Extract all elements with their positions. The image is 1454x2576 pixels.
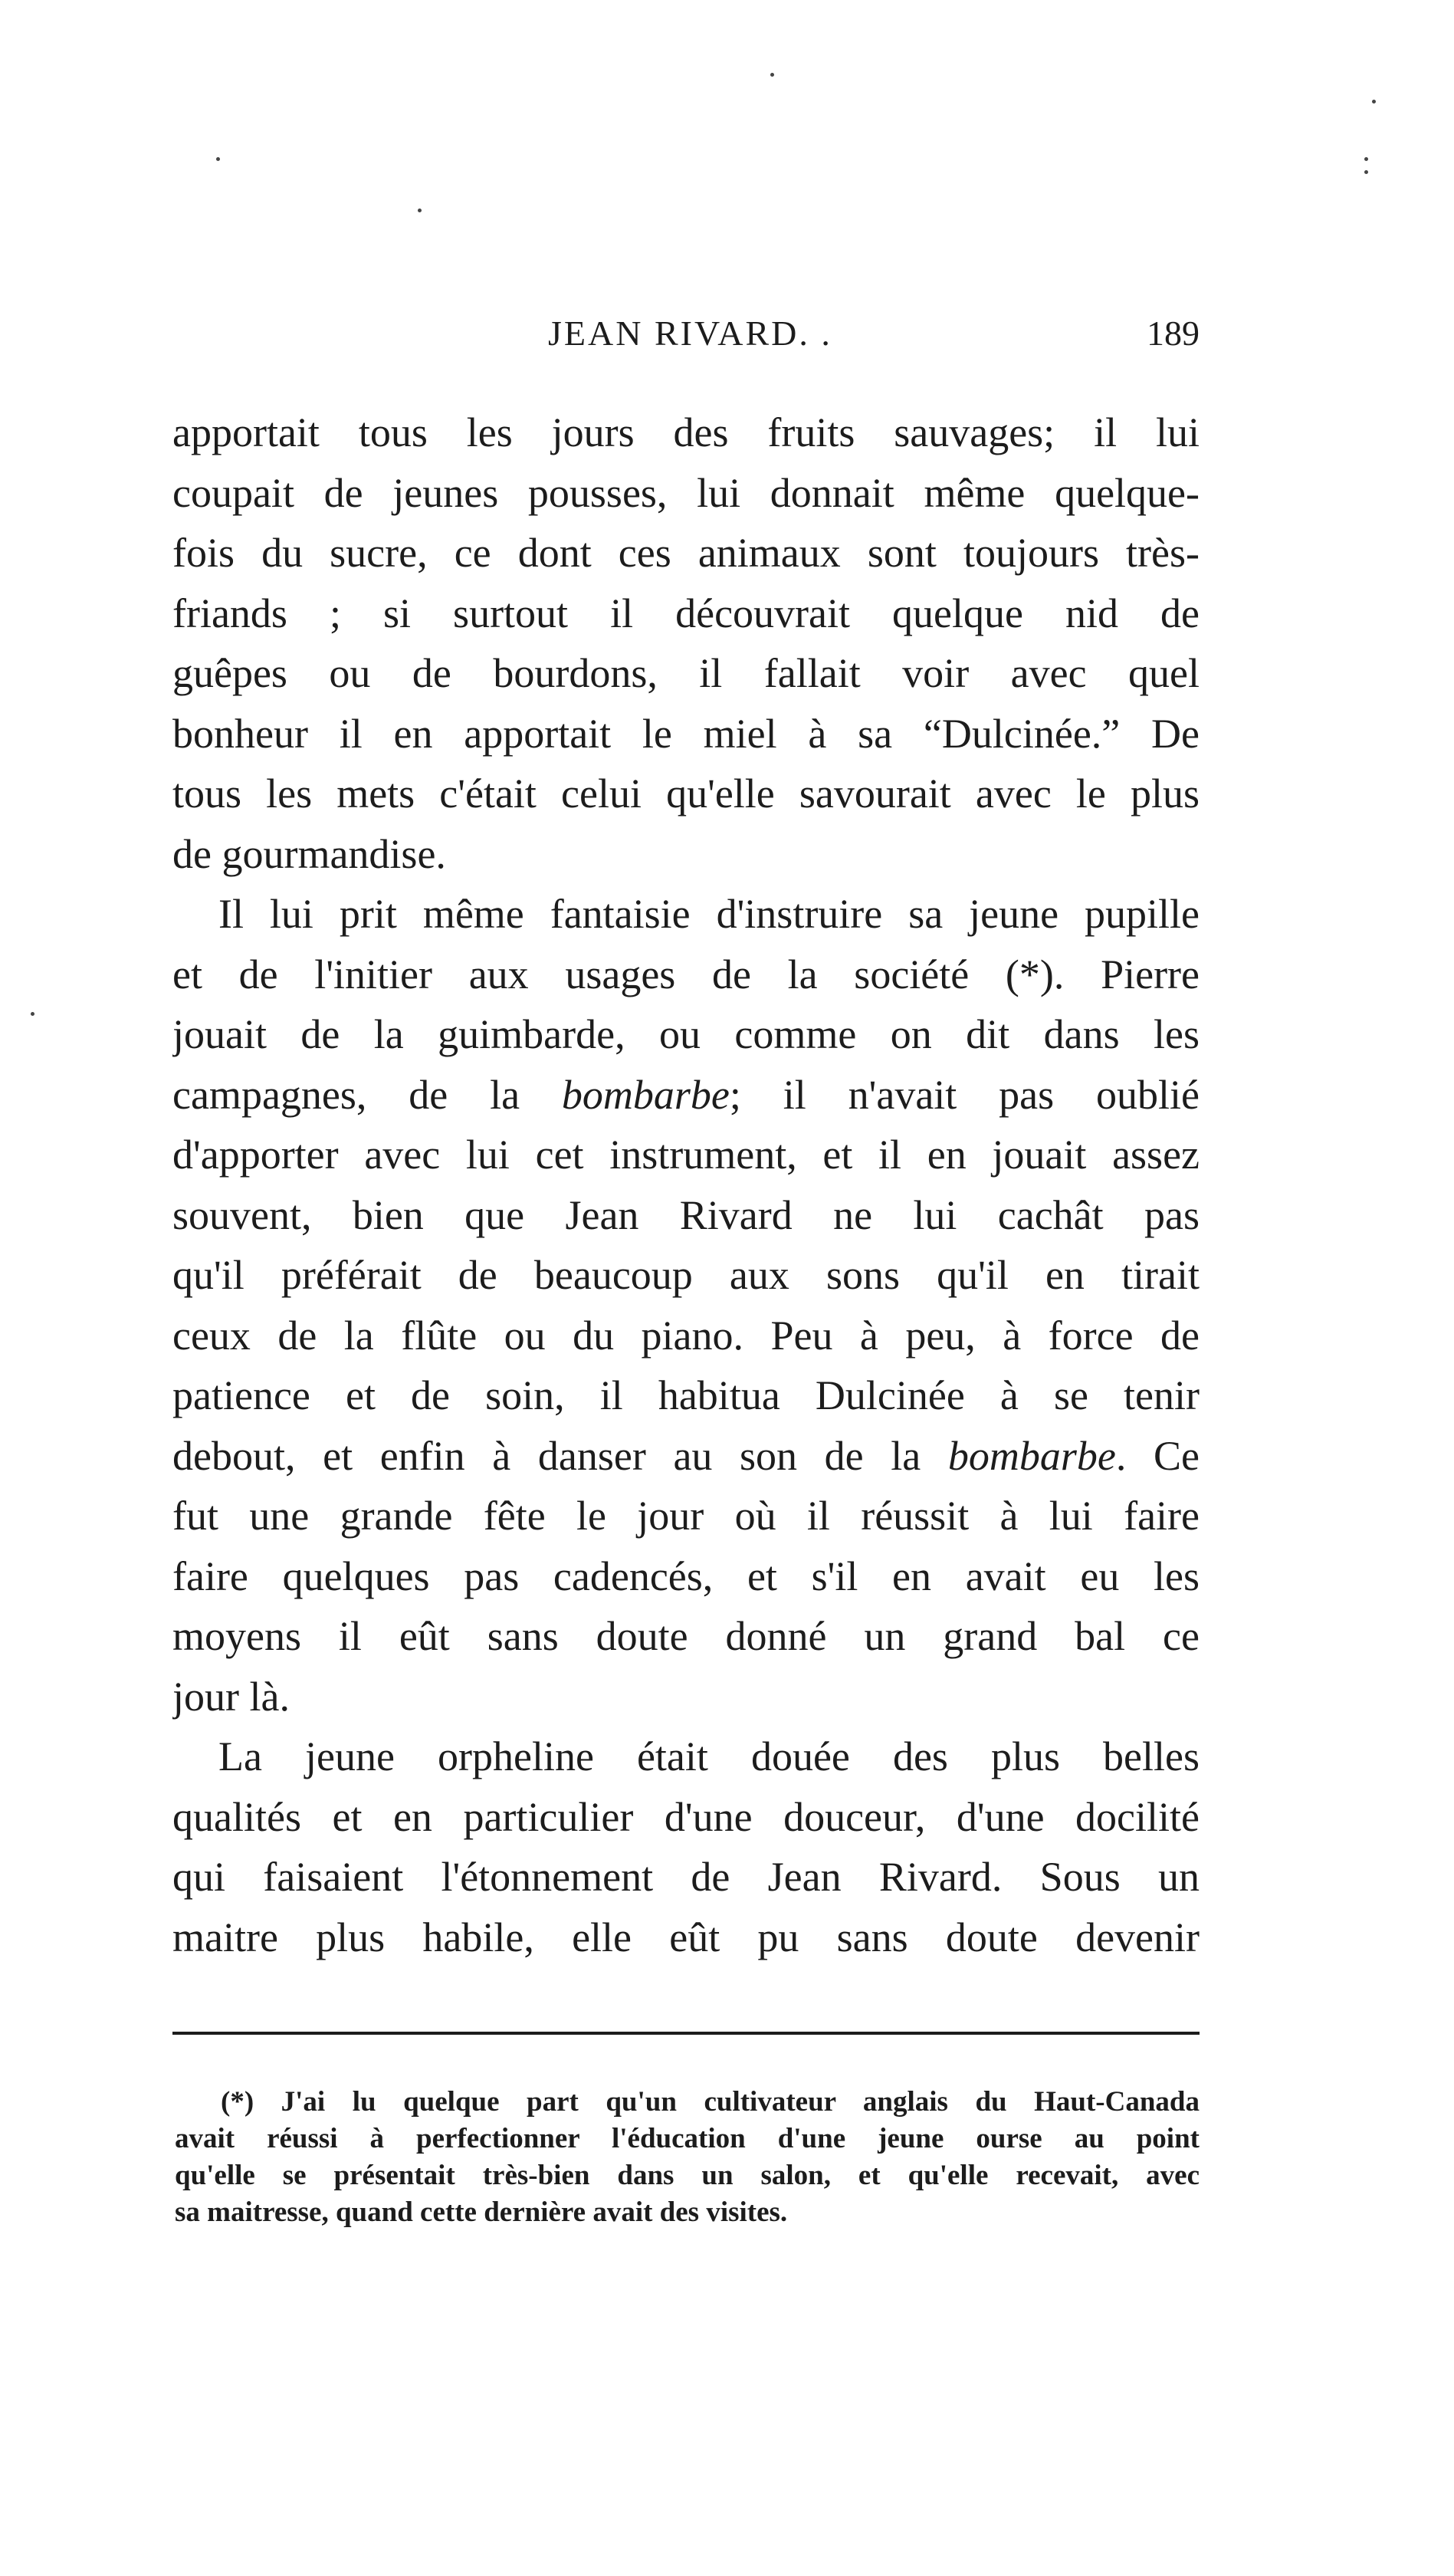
text-line: fut une grande fête le jour où il réussit à lui faire [172,1493,1200,1539]
text-line: jour là. [172,1673,290,1720]
text-line: souvent, bien que Jean Rivard ne lui cachât pas [172,1191,1200,1238]
text-line: moyens il eût sans doute donné un grand bal ce [172,1613,1200,1659]
text-line: d'apporter avec lui cet instrument, et il en jouait assez [172,1132,1200,1178]
page-number: 189 [1147,314,1200,353]
print-speck [1364,157,1368,161]
text-line: et de l'initier aux usages de la société (*). Pierre [172,951,1200,997]
print-speck [1364,170,1368,174]
text-line: de gourmandise. [172,830,446,877]
text-line: fois du sucre, ce dont ces animaux sont toujours très- [172,530,1200,576]
print-speck [1372,100,1376,104]
running-title: JEAN RIVARD. . [548,314,832,353]
text-line: apportait tous les jours des fruits sauvages; il lui [172,409,1200,455]
print-speck [31,1012,34,1016]
print-speck [770,73,774,77]
footnote [175,2084,1200,2231]
text-line: ceux de la flûte ou du piano. Peu à peu, à force de [172,1312,1200,1359]
text-line: qu'il préférait de beaucoup aux sons qu'il en tirait [172,1252,1200,1298]
text-line: campagnes, de la bombarbe; il n'avait pas oublié [172,1071,1200,1118]
text-line: debout, et enfin à danser au son de la bombarbe. Ce [172,1432,1200,1479]
print-speck [418,209,422,212]
text-line: guêpes ou de bourdons, il fallait voir avec quel [172,650,1200,696]
footnote-line: avait réussi à perfectionner l'éducation d'une jeune ourse au point [175,2123,1200,2154]
text-line: patience et de soin, il habitua Dulcinée à se tenir [172,1372,1200,1418]
text-line: friands ; si surtout il découvrait quelque nid de [172,590,1200,636]
paragraph-start-line: La jeune orpheline était douée des plus belles [218,1733,1200,1779]
text-line: qualités et en particulier d'une douceur, d'une docilité [172,1793,1200,1840]
text-line: tous les mets c'était celui qu'elle savourait avec le plus [172,770,1200,816]
text-line: faire quelques pas cadencés, et s'il en avait eu les [172,1552,1200,1599]
paragraph-start-line: Il lui prit même fantaisie d'instruire sa jeune pupille [218,891,1200,937]
page-header [172,307,1200,360]
footnote-divider [172,2032,1200,2035]
text-line: jouait de la guimbarde, ou comme on dit dans les [172,1011,1200,1057]
italic-word: bombarbe [947,1432,1116,1479]
text-line: bonheur il en apportait le miel à sa “Dulcinée.” De [172,710,1200,757]
footnote-line: qu'elle se présentait très-bien dans un salon, et qu'elle recevait, avec [175,2160,1200,2191]
italic-word: bombarbe [561,1071,730,1118]
footnote-line: sa maitresse, quand cette dernière avait des visites. [175,2196,788,2228]
footnote-line: (*) J'ai lu quelque part qu'un cultivateur anglais du Haut-Canada [221,2086,1200,2118]
text-line: maitre plus habile, elle eût pu sans doute devenir [172,1914,1200,1960]
text-line: coupait de jeunes pousses, lui donnait même quelque- [172,469,1200,516]
body-text [172,402,1200,1967]
text-line: qui faisaient l'étonnement de Jean Rivard. Sous un [172,1854,1200,1900]
print-speck [216,157,220,161]
